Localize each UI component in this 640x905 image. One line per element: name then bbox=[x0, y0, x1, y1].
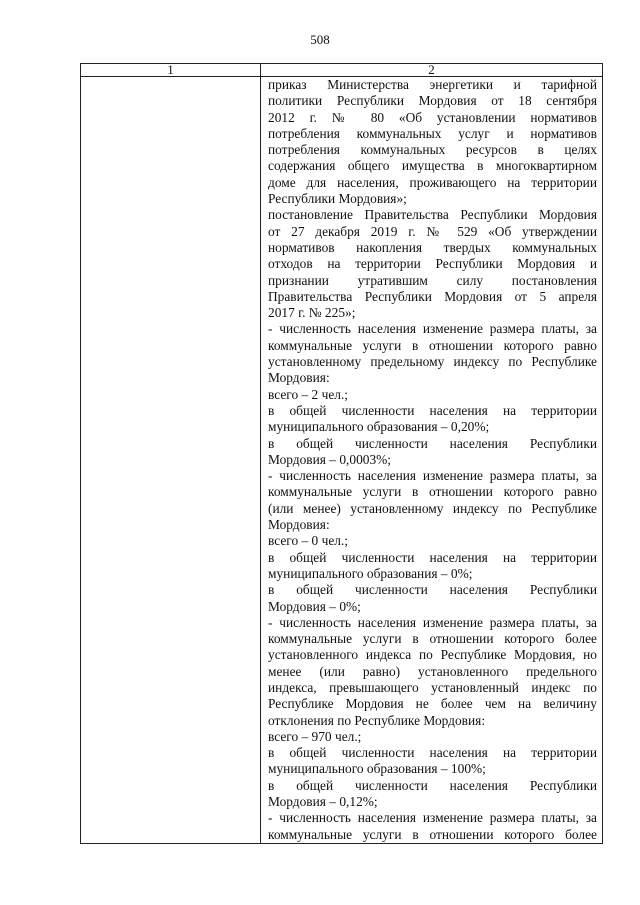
text-line: от 27 декабря 2019 г. № 529 «Об утверждении bbox=[268, 223, 597, 239]
table-body-row bbox=[81, 77, 603, 844]
text-line: Мордовия – 0,12%; bbox=[268, 794, 378, 810]
text-line: в общей численности населения Республики bbox=[268, 777, 597, 793]
column-header-2: 2 bbox=[261, 64, 603, 77]
text-line: доме для населения, проживающего на территории bbox=[268, 174, 597, 190]
text-line: всего – 970 чел.; bbox=[268, 728, 362, 744]
text-line: всего – 0 чел.; bbox=[268, 533, 349, 549]
text-line: коммунальные услуги в отношении которого более bbox=[268, 631, 597, 647]
text-line: в общей численности населения на территории bbox=[268, 745, 597, 761]
text-line: - численность населения изменение размера платы, за bbox=[268, 810, 597, 826]
text-line: муниципального образования – 0%; bbox=[268, 565, 473, 581]
text-line: в общей численности населения на территории bbox=[268, 402, 597, 418]
text-line: установленного индекса по Республике Мордовия, но bbox=[268, 647, 597, 663]
text-line: индекса, превышающего установленный индекс по bbox=[268, 679, 597, 695]
document-table bbox=[80, 63, 603, 844]
text-line: - численность населения изменение размера платы, за bbox=[268, 614, 597, 630]
text-line: 2017 г. № 225»; bbox=[268, 305, 356, 321]
column-1-cell bbox=[81, 77, 261, 844]
text-line: отклонения по Республике Мордовия: bbox=[268, 712, 486, 728]
text-line: коммунальные услуги в отношении которого равно bbox=[268, 484, 597, 500]
text-line: менее (или равно) установленного предельного bbox=[268, 663, 597, 679]
text-line: коммунальные услуги в отношении которого равно bbox=[268, 337, 597, 353]
text-line: постановление Правительства Республики Мордовия bbox=[268, 207, 597, 223]
text-line: Мордовия: bbox=[268, 370, 330, 386]
text-line: потребления коммунальных услуг и нормативов bbox=[268, 125, 597, 141]
text-line: - численность населения изменение размера платы, за bbox=[268, 468, 597, 484]
column-2-text bbox=[261, 77, 602, 843]
text-line: всего – 2 чел.; bbox=[268, 386, 349, 402]
text-line: отходов на территории Республики Мордовия и bbox=[268, 256, 597, 272]
text-line: содержания общего имущества в многоквартирном bbox=[268, 158, 597, 174]
text-line: установленному предельному индексу по Республике bbox=[268, 354, 597, 370]
text-line: - численность населения изменение размера платы, за bbox=[268, 321, 597, 337]
text-line: коммунальные услуги в отношении которого более bbox=[268, 826, 597, 842]
text-line: в общей численности населения Республики bbox=[268, 435, 597, 451]
text-line: в общей численности населения Республики bbox=[268, 582, 597, 598]
text-line: Мордовия – 0,0003%; bbox=[268, 451, 392, 467]
text-line: нормативов накопления твердых коммунальных bbox=[268, 239, 597, 255]
column-header-1: 1 bbox=[81, 64, 261, 77]
text-line: Мордовия: bbox=[268, 517, 330, 533]
text-line: в общей численности населения на территории bbox=[268, 549, 597, 565]
text-line: Республики Мордовия»; bbox=[268, 191, 407, 207]
text-line: (или менее) установленному индексу по Республике bbox=[268, 500, 597, 516]
text-line: муниципального образования – 0,20%; bbox=[268, 419, 490, 435]
text-line: приказ Министерства энергетики и тарифной bbox=[268, 77, 597, 92]
text-line: признании утратившим силу постановления bbox=[268, 272, 597, 288]
text-line: потребления коммунальных ресурсов в целях bbox=[268, 142, 597, 158]
text-line: политики Республики Мордовия от 18 сентября bbox=[268, 93, 597, 109]
table-header-row bbox=[81, 64, 603, 77]
column-2-cell bbox=[261, 77, 603, 844]
text-line: Правительства Республики Мордовия от 5 апреля bbox=[268, 288, 597, 304]
text-line: муниципального образования – 100%; bbox=[268, 761, 486, 777]
text-line: Республике Мордовия не более чем на величину bbox=[268, 696, 597, 712]
text-line: 2012 г. № 80 «Об установлении нормативов bbox=[268, 109, 597, 125]
text-line: Мордовия – 0%; bbox=[268, 598, 361, 614]
page-number: 508 bbox=[310, 32, 330, 47]
